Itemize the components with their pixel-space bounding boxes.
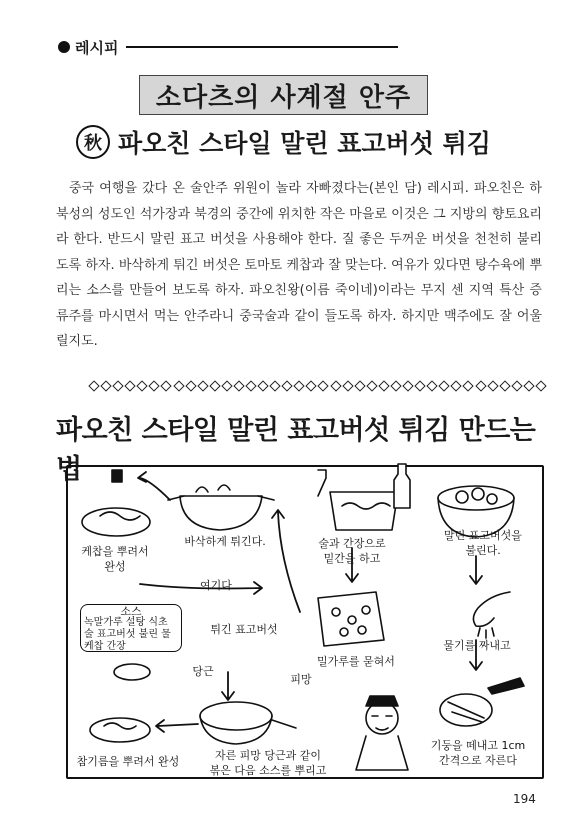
section-label: 레시피 [75,38,119,57]
note-carrot: 당근 [192,665,214,678]
page-number: 194 [513,792,536,806]
stirfry-pan-drawing [200,702,296,744]
note-cut: 기둥을 떼내고 1cm 간격으로 자른다 [430,739,526,767]
note-flour: 밀가루를 묻혀서 [317,655,395,668]
description-paragraph: 중국 여행을 갔다 온 술안주 위원이 놀라 자빠졌다는(본인 담) 레시피. 파오친은 하북성의 성도인 석가장과 북경의 중간에 위치한 작은 마을로 이것은 그 지방의 향토요리라 한다. 반드시 말린 표고 버섯을 사용해야 한다. 질 좋은 두꺼운 버섯을 천천히 불리도록 하자. 바삭하게 튀긴 버섯은 토마토 케찹과 잘 맞는다. 여유가 있다면 탕수육에 뿌리는 소스를 만들어 보도록 하자. 파오친왕(이름 죽이네)이라는 무지 센 지역 특산 증류주를 마시면서 먹는 안주라니 중국술과 같이 들도록 하자. 하지만 맥주에도 잘 어울릴지도. [56,181,542,349]
squeeze-hand-drawing [473,592,510,638]
note-finish: 참기름을 뿌려서 완성 [76,755,180,768]
note-ketchup: 케찹을 뿌려서 완성 [81,545,149,573]
final-plate-drawing [90,718,150,742]
flow-arrows [138,472,482,732]
sauce-ingredients: 녹말가루 설탕 식초 술 표고버섯 불린 물 케찹 간장 [84,617,171,652]
note-fry: 바삭하게 튀긴다. [184,535,266,548]
flour-tray-drawing [318,592,384,646]
sauce-bowl-drawing [114,664,150,680]
sauce-title: 소스 [120,605,142,618]
knife-cutting-drawing [440,678,524,726]
note-squeeze: 물기를 짜내고 [443,639,511,652]
note-marinade: 술과 간장으로 밑간을 하고 [318,537,386,565]
page-title: 소다츠의 사계절 안주 [155,82,412,113]
recipe-title-text: 파오친 스타일 말린 표고버섯 튀김 [118,129,491,158]
note-pepper: 피망 [290,673,312,686]
note-fried-mushroom: 튀긴 표고버섯 [210,623,278,636]
chef-character-drawing [356,696,408,770]
note-soak: 말린 표고버섯을 불린다. [444,529,522,557]
note-here: 여기다 [200,579,232,592]
illustration-title: 파오친 스타일 말린 표고버섯 튀김 만드는 법 [56,415,536,485]
marinade-dish-drawing [318,464,410,530]
frying-wok-drawing [168,485,274,530]
note-stirfry: 자른 피망 당근과 같이 볶은 다음 소스를 뿌리고 [209,749,327,777]
season-badge: 秋 [76,125,110,159]
